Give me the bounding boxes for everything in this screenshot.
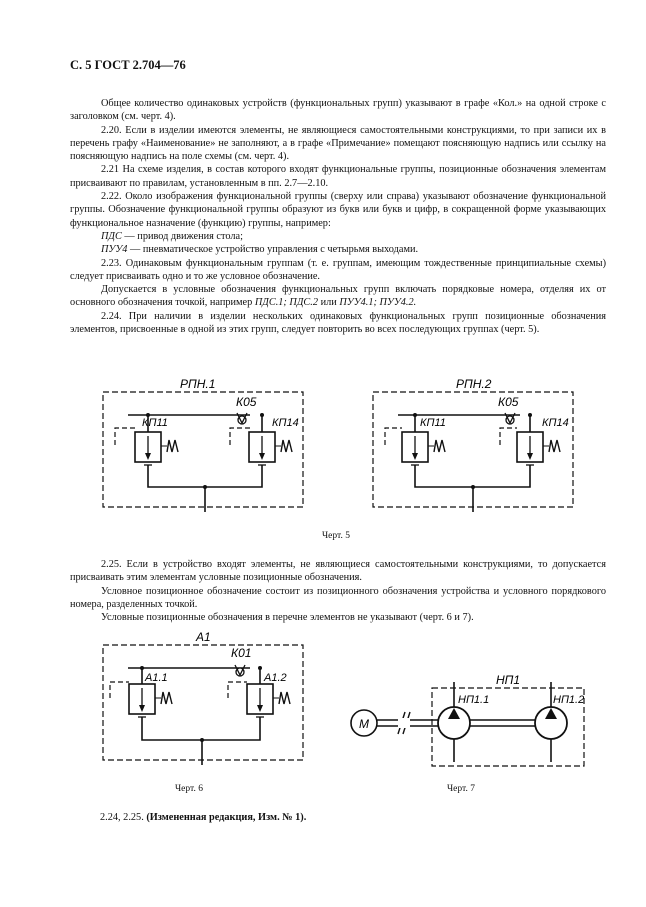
paragraph-2-25-list: Условные позиционные обозначения в перечне элементов не указывают (черт. 6 и 7). [101, 612, 474, 624]
valve-label-left-a: КП11 [142, 417, 168, 429]
valve-label-right-b: КП14 [542, 417, 569, 429]
figure-5-right-diagram [373, 377, 573, 512]
paragraph-2-21: 2.21 На схеме изделия, в состав которого входят функциональные группы, позиционные обозначения элементам присваивают по правилам, установленным в пп. 2.7—2.10. [70, 164, 606, 189]
motor-label: М [359, 717, 369, 731]
figure-6-caption: Черт. 6 [175, 784, 203, 794]
valve-label-right-a: КП11 [420, 417, 446, 429]
paragraph-2-25: 2.25. Если в устройство входят элементы, не являющиеся самостоятельными конструкциями, то допускается присваивать этим элементам условные позиционные обозначения. [70, 559, 606, 584]
check-label-k01: К01 [231, 646, 252, 660]
paragraph-2-23: 2.23. Одинаковым функциональным группам (т. е. группам, имеющим тождественные принципиальные схемы) следует присваивать одно и то же условное обозначение. [70, 257, 606, 282]
group-label-a1: А1 [196, 630, 211, 644]
paragraph-2-20: 2.20. Если в изделии имеются элементы, не являющиеся самостоятельными конструкциями, то при записи их в перечень графу «Наименование» не заполняют, а в графе «Примечание» помещают поясняющую надпись или ссылку на поясняющую надпись на поле схемы (см. черт. 4). [70, 124, 606, 163]
pump-label-np1-2: НП1.2 [553, 694, 585, 706]
valve-label-a1-1: А1.1 [145, 672, 168, 684]
example-puu4: ПУУ4 — пневматическое устройство управления с четырьмя выходами. [101, 244, 419, 256]
pump-label-np1-1: НП1.1 [458, 694, 490, 706]
check-label-right: К05 [498, 395, 519, 409]
figure-5-left-diagram [103, 377, 303, 512]
group-label-rpn2: РПН.2 [456, 377, 492, 391]
paragraph-2-22: 2.22. Около изображения функциональной группы (сверху или справа) указывают обозначение функциональной группы. Обозначение функциональной группы образуют из букв или букв и цифр, в сокращенной форме указывающих функциональное назначение (функцию) группы, например: [70, 191, 606, 229]
example-pds: ПДС — привод движения стола; [101, 230, 243, 242]
figure-6-diagram [103, 630, 303, 765]
valve-label-left-b: КП14 [272, 417, 299, 429]
page-header: С. 5 ГОСТ 2.704—76 [70, 58, 186, 72]
paragraph-2-25-format: Условное позиционное обозначение состоит из позиционного обозначения устройства и условного порядкового номера, разделенных точкой. [70, 585, 606, 610]
figure-7-diagram [351, 673, 584, 766]
paragraph-2-24: 2.24. При наличии в изделии нескольких одинаковых функциональных групп позиционные обозначения элементов, присвоенные в одной из этих групп, следует повторить во всех последующих группах (черт. 5). [70, 310, 606, 336]
figure-7-caption: Черт. 7 [447, 784, 475, 794]
amendment-note: 2.24, 2.25. (Измененная редакция, Изм. № 1). [100, 812, 307, 823]
figure-5-caption: Черт. 5 [322, 531, 350, 541]
check-label-left: К05 [236, 395, 257, 409]
valve-label-a1-2: А1.2 [264, 672, 287, 684]
group-label-np1: НП1 [496, 673, 521, 687]
paragraph-count-note: Общее количество одинаковых устройств (функциональных групп) указывают в графе «Кол.» на одной строке с заголовком (см. черт. 4). [70, 98, 606, 123]
group-label-rpn1: РПН.1 [180, 377, 216, 391]
paragraph-2-23-numbering: Допускается в условные обозначения функциональных групп включать порядковые номера, отделяя их от основного обозначения точкой, например ПДС.1; ПДС.2 или ПУУ4.1; ПУУ4.2. [70, 284, 606, 309]
